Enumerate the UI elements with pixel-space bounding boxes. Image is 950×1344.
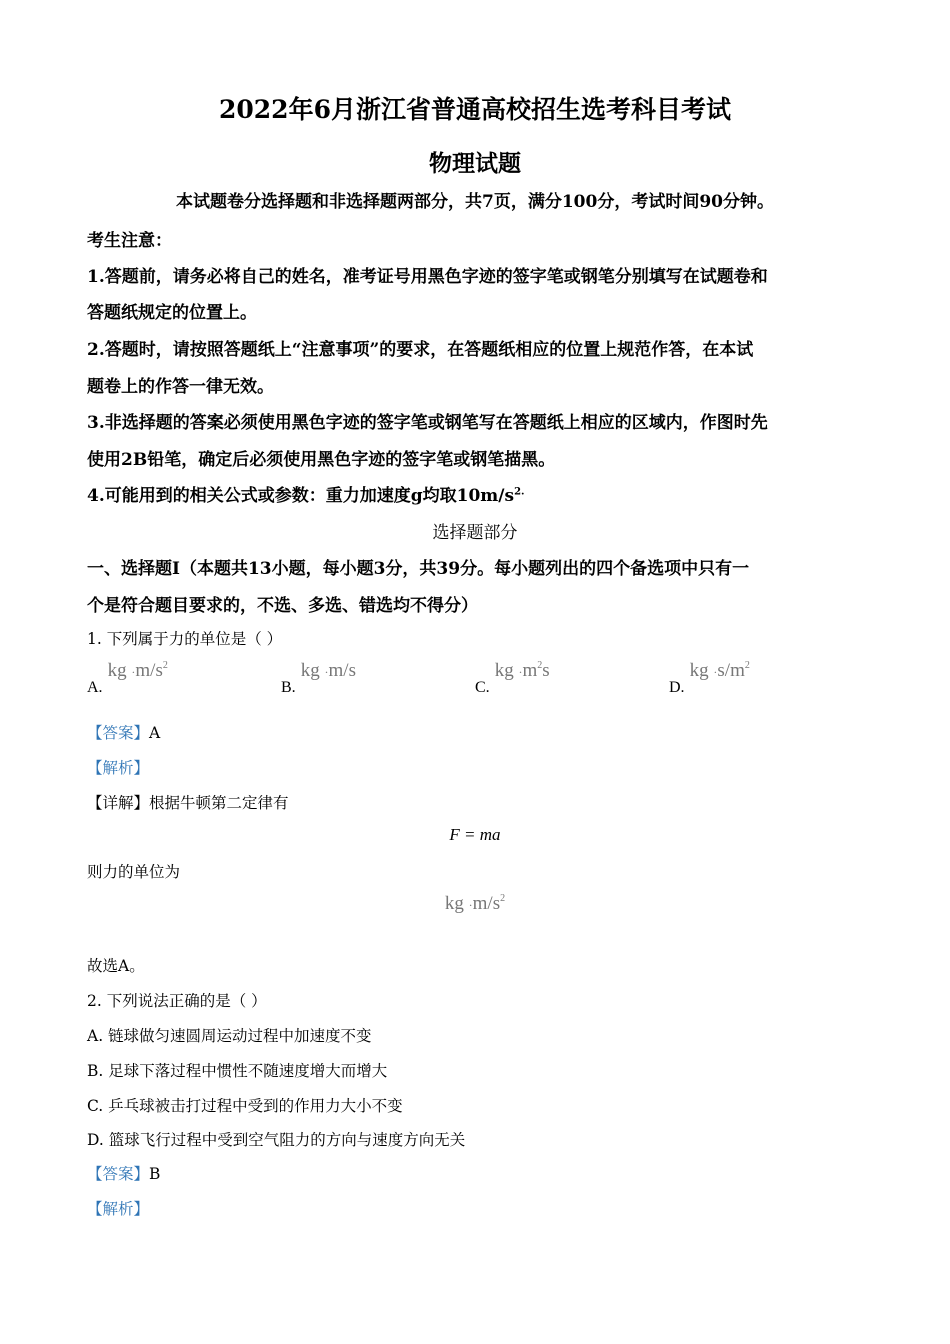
q2-option-a: A. 链球做匀速圆周运动过程中加速度不变 (87, 1027, 372, 1045)
q1-formula: F = ma (449, 825, 501, 844)
answer-value: B (149, 1165, 161, 1183)
q1-option-b (281, 660, 356, 696)
answer-value: A (149, 724, 161, 742)
unit-main: s/m (717, 660, 745, 681)
q1-option-b-label: B. (281, 679, 296, 696)
q1-option-a-label: A. (87, 679, 103, 696)
exam-intro: 本试题卷分选择题和非选择题两部分，共7页，满分100分，考试时间90分钟。 (176, 192, 774, 212)
unit-dot: · (468, 898, 473, 912)
unit-dot: · (713, 665, 718, 679)
q1-option-b-unit (301, 660, 356, 681)
unit-dot: · (324, 665, 329, 679)
note-3-line-1: 3.非选择题的答案必须使用黑色字迹的签字笔或钢笔写在答题纸上相应的区域内，作图时先 (87, 413, 768, 433)
note-1-line-2: 答题纸规定的位置上。 (87, 303, 257, 323)
q1-conclusion: 故选A。 (87, 957, 145, 975)
unit-sup: 2 (744, 660, 750, 671)
detail-text: 根据牛顿第二定律有 (149, 794, 289, 812)
q2-option-d: D. 篮球飞行过程中受到空气阻力的方向与速度方向无关 (87, 1131, 466, 1149)
answer-tag: 【答案】 (87, 724, 150, 742)
unit-dot: · (518, 665, 523, 679)
unit-main: m (522, 660, 538, 681)
section-title: 选择题部分 (432, 523, 518, 543)
q1-option-d-unit (690, 660, 750, 681)
q2-stem: 2. 下列说法正确的是（ ） (87, 992, 267, 1010)
q1-stem: 1. 下列属于力的单位是（ ） (87, 630, 283, 648)
q1-option-d (669, 660, 750, 696)
note-2-line-1: 2.答题时，请按照答题纸上“注意事项”的要求，在答题纸相应的位置上规范作答，在本试 (87, 340, 754, 360)
q1-analysis-tag: 【解析】 (87, 759, 150, 777)
part1-instructions-line-2: 个是符合题目要求的，不选、多选、错选均不得分） (87, 596, 478, 616)
q2-option-b: B. 足球下落过程中惯性不随速度增大而增大 (87, 1062, 388, 1080)
unit-main: m/s (472, 893, 501, 914)
q1-result-unit (0, 893, 950, 915)
exam-subtitle: 物理试题 (429, 150, 521, 177)
unit-dot: · (131, 665, 136, 679)
unit-main: m/s (328, 660, 356, 681)
q1-answer (87, 721, 160, 743)
unit-post: s (542, 660, 550, 681)
q1-detail (87, 791, 289, 813)
exam-title: 2022年6月浙江省普通高校招生选考科目考试 (219, 95, 731, 124)
note-4-text: 4.可能用到的相关公式或参数：重力加速度g均取10m/s (87, 486, 515, 506)
detail-tag: 【详解】 (87, 794, 150, 812)
part1-instructions-line-1: 一、选择题Ⅰ（本题共13小题，每小题3分，共39分。每小题列出的四个备选项中只有一 (87, 559, 750, 579)
q2-option-c: C. 乒乓球被击打过程中受到的作用力大小不变 (87, 1097, 403, 1115)
unit-base: kg (300, 660, 320, 681)
notes-heading: 考生注意： (87, 231, 172, 251)
result-unit (445, 893, 505, 914)
note-4-superscript: 2. (514, 486, 525, 498)
note-1-line-1: 1.答题前，请务必将自己的姓名，准考证号用黑色字迹的签字笔或钢笔分别填写在试题卷和 (87, 267, 768, 287)
unit-main: m/s (135, 660, 163, 681)
unit-base: kg (444, 893, 464, 914)
unit-base: kg (107, 660, 127, 681)
q2-analysis-tag: 【解析】 (87, 1200, 150, 1218)
q1-option-a-unit (108, 660, 168, 681)
q1-option-c-label: C. (475, 679, 490, 696)
note-3-line-2: 使用2B铅笔，确定后必须使用黑色字迹的签字笔或钢笔描黑。 (87, 450, 556, 470)
unit-sup: 2 (500, 893, 506, 904)
answer-tag: 【答案】 (87, 1165, 150, 1183)
q2-answer (87, 1162, 160, 1184)
q1-option-a (87, 660, 168, 696)
unit-base: kg (689, 660, 709, 681)
note-4 (87, 481, 525, 506)
q1-then-text: 则力的单位为 (87, 863, 181, 881)
unit-sup: 2 (162, 660, 168, 671)
unit-sup: 2 (537, 660, 543, 671)
unit-base: kg (494, 660, 514, 681)
q1-option-c (475, 660, 550, 696)
q1-option-d-label: D. (669, 679, 685, 696)
q1-option-c-unit (495, 660, 550, 681)
note-2-line-2: 题卷上的作答一律无效。 (87, 377, 274, 397)
